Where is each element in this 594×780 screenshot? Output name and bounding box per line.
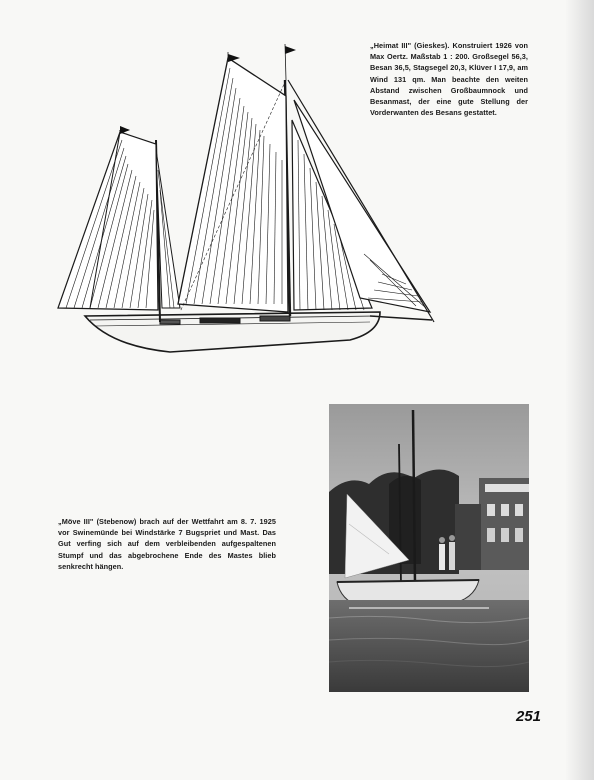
page-edge-shadow [565,0,594,780]
caption-heimat: „Heimat III" (Gieskes). Konstruiert 1926 von Max Oertz. Maßstab 1 : 200. Großsegel 56,3, Besan 36,5, Stagsegel 20,3, Klüver I 17,9, am Wind 131 qm. Man beachte den weiten Abstand zwischen Großbaumnock und Besanmast, der eine gute Stellung der Vorderwanten des Besans gestattet. [370,41,528,118]
caption-moewe: „Möve III" (Stebenow) brach auf der Wettfahrt am 8. 7. 1925 vor Swinemünde bei Windstärke 7 Bugspriet und Mast. Das Gut verfing sich auf dem verbleibenden aufgespaltenen Stumpf und das abgebrochene Ende des Mastes blieb senkrecht hängen. [58,517,276,571]
photo-image [329,404,529,692]
sail-plan-drawing [50,40,450,362]
sailboat-photograph [329,404,529,692]
page-number: 251 [516,708,542,725]
